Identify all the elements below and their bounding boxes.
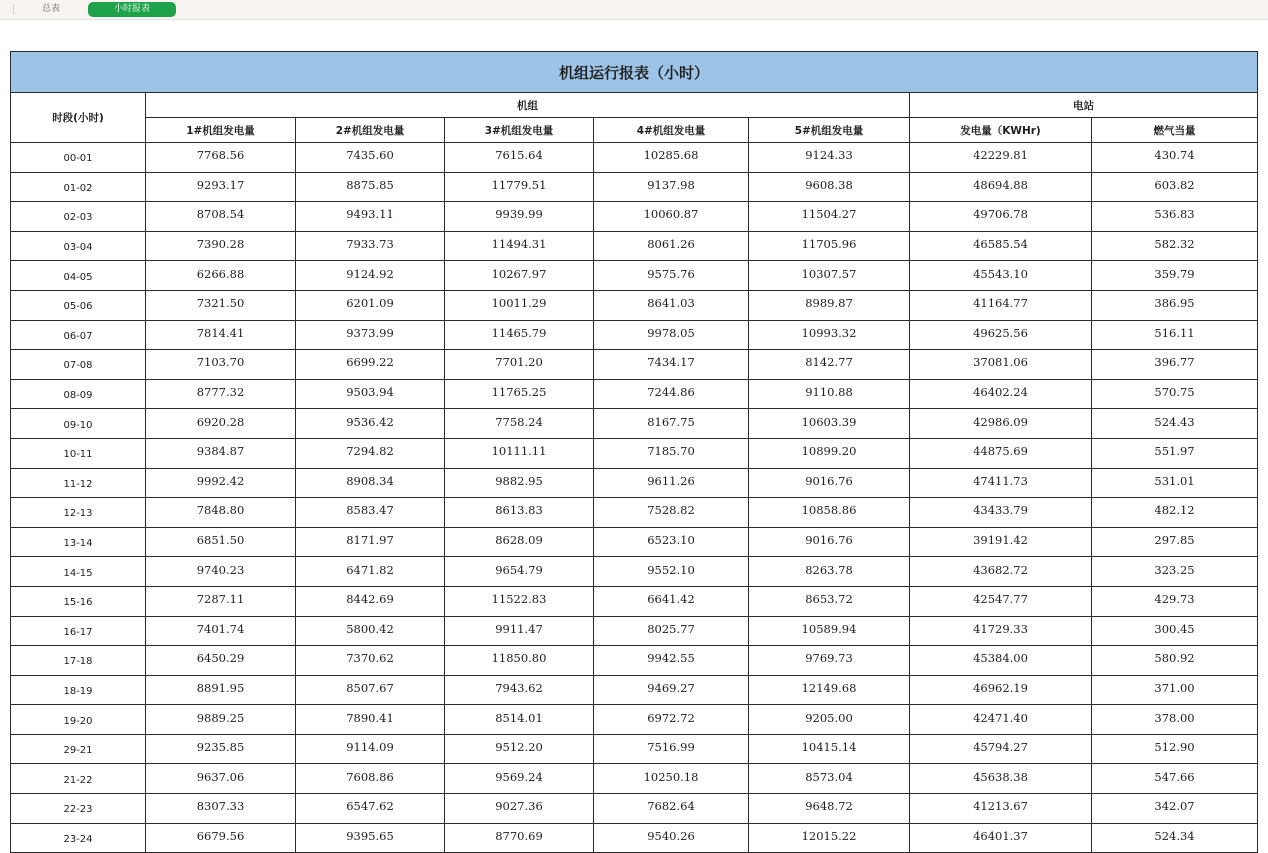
period-cell[interactable]: 15-16: [11, 586, 146, 616]
value-cell[interactable]: 7943.62: [445, 675, 594, 705]
column-header: 4#机组发电量: [594, 118, 749, 143]
value-cell[interactable]: 45543.10: [910, 261, 1092, 291]
value-cell[interactable]: 9575.76: [594, 261, 749, 291]
period-cell[interactable]: 02-03: [11, 202, 146, 232]
period-cell[interactable]: 00-01: [11, 143, 146, 173]
value-cell[interactable]: 8573.04: [749, 764, 910, 794]
value-cell[interactable]: 11850.80: [445, 646, 594, 676]
value-cell[interactable]: 5800.42: [296, 616, 445, 646]
table-row: [11, 616, 1258, 646]
value-cell[interactable]: 46402.24: [910, 379, 1092, 409]
report-body: [11, 143, 1258, 853]
value-cell[interactable]: 9637.06: [146, 764, 296, 794]
value-cell[interactable]: 512.90: [1092, 734, 1258, 764]
value-cell[interactable]: 603.82: [1092, 172, 1258, 202]
value-cell[interactable]: 9016.76: [749, 468, 910, 498]
period-cell[interactable]: 22-23: [11, 794, 146, 824]
value-cell[interactable]: 9027.36: [445, 794, 594, 824]
report-title: 机组运行报表（小时）: [11, 52, 1258, 93]
table-row: [11, 557, 1258, 587]
value-cell[interactable]: 41729.33: [910, 616, 1092, 646]
value-cell[interactable]: 9978.05: [594, 320, 749, 350]
value-cell[interactable]: 7768.56: [146, 143, 296, 173]
table-row: [11, 438, 1258, 468]
value-cell[interactable]: 8628.09: [445, 527, 594, 557]
value-cell[interactable]: 8171.97: [296, 527, 445, 557]
sheet-tab-bar: [0, 0, 1268, 20]
period-cell[interactable]: 07-08: [11, 350, 146, 380]
value-cell[interactable]: 7103.70: [146, 350, 296, 380]
value-cell[interactable]: 12149.68: [749, 675, 910, 705]
value-cell[interactable]: 7758.24: [445, 409, 594, 439]
table-row: [11, 705, 1258, 735]
value-cell[interactable]: 9512.20: [445, 734, 594, 764]
value-cell[interactable]: 6920.28: [146, 409, 296, 439]
value-cell[interactable]: 524.43: [1092, 409, 1258, 439]
value-cell[interactable]: 11765.25: [445, 379, 594, 409]
table-row: [11, 379, 1258, 409]
column-header: 1#机组发电量: [146, 118, 296, 143]
value-cell[interactable]: 9384.87: [146, 438, 296, 468]
value-cell[interactable]: 9124.33: [749, 143, 910, 173]
table-row: [11, 646, 1258, 676]
value-cell[interactable]: 37081.06: [910, 350, 1092, 380]
value-cell[interactable]: 524.34: [1092, 823, 1258, 853]
value-cell[interactable]: 8507.67: [296, 675, 445, 705]
table-row: [11, 261, 1258, 291]
value-cell[interactable]: 580.92: [1092, 646, 1258, 676]
value-cell[interactable]: 9769.73: [749, 646, 910, 676]
value-cell[interactable]: 7321.50: [146, 290, 296, 320]
period-cell[interactable]: 11-12: [11, 468, 146, 498]
value-cell[interactable]: 47411.73: [910, 468, 1092, 498]
value-cell[interactable]: 342.07: [1092, 794, 1258, 824]
value-cell[interactable]: 10111.11: [445, 438, 594, 468]
value-cell[interactable]: 9992.42: [146, 468, 296, 498]
value-cell[interactable]: 9942.55: [594, 646, 749, 676]
column-header: 5#机组发电量: [749, 118, 910, 143]
value-cell[interactable]: 10899.20: [749, 438, 910, 468]
value-cell[interactable]: 39191.42: [910, 527, 1092, 557]
value-cell[interactable]: 8653.72: [749, 586, 910, 616]
table-row: [11, 734, 1258, 764]
value-cell[interactable]: 7435.60: [296, 143, 445, 173]
table-row: [11, 764, 1258, 794]
table-row: [11, 350, 1258, 380]
value-cell[interactable]: 6679.56: [146, 823, 296, 853]
value-cell[interactable]: 7287.11: [146, 586, 296, 616]
value-cell[interactable]: 9293.17: [146, 172, 296, 202]
report-table: [10, 51, 1258, 853]
value-cell[interactable]: 482.12: [1092, 498, 1258, 528]
value-cell[interactable]: 8770.69: [445, 823, 594, 853]
value-cell[interactable]: 10011.29: [445, 290, 594, 320]
value-cell[interactable]: 371.00: [1092, 675, 1258, 705]
period-cell[interactable]: 05-06: [11, 290, 146, 320]
table-row: [11, 498, 1258, 528]
value-cell[interactable]: 8641.03: [594, 290, 749, 320]
value-cell[interactable]: 9540.26: [594, 823, 749, 853]
value-cell[interactable]: 8989.87: [749, 290, 910, 320]
value-cell[interactable]: 6972.72: [594, 705, 749, 735]
value-cell[interactable]: 10060.87: [594, 202, 749, 232]
value-cell[interactable]: 8442.69: [296, 586, 445, 616]
value-cell[interactable]: 551.97: [1092, 438, 1258, 468]
value-cell[interactable]: 6450.29: [146, 646, 296, 676]
value-cell[interactable]: 386.95: [1092, 290, 1258, 320]
value-cell[interactable]: 9235.85: [146, 734, 296, 764]
table-row: [11, 202, 1258, 232]
value-cell[interactable]: 10285.68: [594, 143, 749, 173]
value-cell[interactable]: 6266.88: [146, 261, 296, 291]
value-cell[interactable]: 8708.54: [146, 202, 296, 232]
value-cell[interactable]: 43682.72: [910, 557, 1092, 587]
value-cell[interactable]: 8167.75: [594, 409, 749, 439]
value-cell[interactable]: 7890.41: [296, 705, 445, 735]
value-cell[interactable]: 9552.10: [594, 557, 749, 587]
value-cell[interactable]: 7615.64: [445, 143, 594, 173]
value-cell[interactable]: 11465.79: [445, 320, 594, 350]
value-cell[interactable]: 6851.50: [146, 527, 296, 557]
value-cell[interactable]: 46962.19: [910, 675, 1092, 705]
value-cell[interactable]: 9373.99: [296, 320, 445, 350]
value-cell[interactable]: 6641.42: [594, 586, 749, 616]
value-cell[interactable]: 12015.22: [749, 823, 910, 853]
value-cell[interactable]: 11504.27: [749, 202, 910, 232]
value-cell[interactable]: 6699.22: [296, 350, 445, 380]
period-cell[interactable]: 21-22: [11, 764, 146, 794]
value-cell[interactable]: 8613.83: [445, 498, 594, 528]
value-cell[interactable]: 396.77: [1092, 350, 1258, 380]
value-cell[interactable]: 10603.39: [749, 409, 910, 439]
value-cell[interactable]: 8891.95: [146, 675, 296, 705]
value-cell[interactable]: 42986.09: [910, 409, 1092, 439]
value-cell[interactable]: 8583.47: [296, 498, 445, 528]
value-cell[interactable]: 7516.99: [594, 734, 749, 764]
value-cell[interactable]: 359.79: [1092, 261, 1258, 291]
value-cell[interactable]: 7401.74: [146, 616, 296, 646]
value-cell[interactable]: 297.85: [1092, 527, 1258, 557]
value-cell[interactable]: 9648.72: [749, 794, 910, 824]
value-cell[interactable]: 6523.10: [594, 527, 749, 557]
hourly-report: [10, 51, 1257, 853]
value-cell[interactable]: 43433.79: [910, 498, 1092, 528]
period-cell[interactable]: 03-04: [11, 231, 146, 261]
tab-total-sheet[interactable]: 总表: [41, 4, 60, 14]
table-row: [11, 675, 1258, 705]
table-row: [11, 409, 1258, 439]
period-cell[interactable]: 04-05: [11, 261, 146, 291]
value-cell[interactable]: 8061.26: [594, 231, 749, 261]
value-cell[interactable]: 46585.54: [910, 231, 1092, 261]
value-cell[interactable]: 8908.34: [296, 468, 445, 498]
value-cell[interactable]: 9569.24: [445, 764, 594, 794]
value-cell[interactable]: 9205.00: [749, 705, 910, 735]
period-cell[interactable]: 09-10: [11, 409, 146, 439]
value-cell[interactable]: 9882.95: [445, 468, 594, 498]
period-cell[interactable]: 17-18: [11, 646, 146, 676]
period-cell[interactable]: 06-07: [11, 320, 146, 350]
table-row: [11, 143, 1258, 173]
value-cell[interactable]: 46401.37: [910, 823, 1092, 853]
value-cell[interactable]: 9740.23: [146, 557, 296, 587]
table-row: [11, 468, 1258, 498]
value-cell[interactable]: 7701.20: [445, 350, 594, 380]
value-cell[interactable]: 582.32: [1092, 231, 1258, 261]
value-cell[interactable]: 531.01: [1092, 468, 1258, 498]
value-cell[interactable]: 9137.98: [594, 172, 749, 202]
column-header: 发电量（KWHr): [910, 118, 1092, 143]
value-cell[interactable]: 429.73: [1092, 586, 1258, 616]
table-row: [11, 823, 1258, 853]
value-cell[interactable]: 42229.81: [910, 143, 1092, 173]
value-cell[interactable]: 7933.73: [296, 231, 445, 261]
tab-separator: [13, 4, 14, 15]
table-row: [11, 231, 1258, 261]
value-cell[interactable]: 9911.47: [445, 616, 594, 646]
value-cell[interactable]: 10589.94: [749, 616, 910, 646]
value-cell[interactable]: 9654.79: [445, 557, 594, 587]
value-cell[interactable]: 7370.62: [296, 646, 445, 676]
period-cell[interactable]: 19-20: [11, 705, 146, 735]
value-cell[interactable]: 9469.27: [594, 675, 749, 705]
value-cell[interactable]: 7185.70: [594, 438, 749, 468]
period-cell[interactable]: 10-11: [11, 438, 146, 468]
table-row: [11, 290, 1258, 320]
station-group-header: 电站: [910, 93, 1258, 118]
period-cell[interactable]: 16-17: [11, 616, 146, 646]
tab-hourly-report[interactable]: 小时报表: [88, 2, 176, 17]
value-cell[interactable]: 516.11: [1092, 320, 1258, 350]
value-cell[interactable]: 9016.76: [749, 527, 910, 557]
value-cell[interactable]: 9939.99: [445, 202, 594, 232]
table-row: [11, 527, 1258, 557]
units-group-header: 机组: [146, 93, 910, 118]
period-cell[interactable]: 08-09: [11, 379, 146, 409]
value-cell[interactable]: 7244.86: [594, 379, 749, 409]
value-cell[interactable]: 48694.88: [910, 172, 1092, 202]
column-header: 2#机组发电量: [296, 118, 445, 143]
value-cell[interactable]: 9611.26: [594, 468, 749, 498]
value-cell[interactable]: 8514.01: [445, 705, 594, 735]
period-header: 时段(小时): [11, 93, 146, 143]
value-cell[interactable]: 8142.77: [749, 350, 910, 380]
value-cell[interactable]: 6547.62: [296, 794, 445, 824]
value-cell[interactable]: 323.25: [1092, 557, 1258, 587]
period-cell[interactable]: 01-02: [11, 172, 146, 202]
value-cell[interactable]: 9114.09: [296, 734, 445, 764]
value-cell[interactable]: 547.66: [1092, 764, 1258, 794]
value-cell[interactable]: 7608.86: [296, 764, 445, 794]
value-cell[interactable]: 8307.33: [146, 794, 296, 824]
value-cell[interactable]: 49625.56: [910, 320, 1092, 350]
value-cell[interactable]: 11522.83: [445, 586, 594, 616]
value-cell[interactable]: 10307.57: [749, 261, 910, 291]
value-cell[interactable]: 6471.82: [296, 557, 445, 587]
period-cell[interactable]: 13-14: [11, 527, 146, 557]
value-cell[interactable]: 9124.92: [296, 261, 445, 291]
period-cell[interactable]: 29-21: [11, 734, 146, 764]
value-cell[interactable]: 9536.42: [296, 409, 445, 439]
value-cell[interactable]: 9110.88: [749, 379, 910, 409]
value-cell[interactable]: 9503.94: [296, 379, 445, 409]
column-header: 3#机组发电量: [445, 118, 594, 143]
value-cell[interactable]: 45638.38: [910, 764, 1092, 794]
value-cell[interactable]: 7294.82: [296, 438, 445, 468]
value-cell[interactable]: 300.45: [1092, 616, 1258, 646]
value-cell[interactable]: 11494.31: [445, 231, 594, 261]
value-cell[interactable]: 570.75: [1092, 379, 1258, 409]
value-cell[interactable]: 8875.85: [296, 172, 445, 202]
value-cell[interactable]: 536.83: [1092, 202, 1258, 232]
value-cell[interactable]: 430.74: [1092, 143, 1258, 173]
value-cell[interactable]: 8025.77: [594, 616, 749, 646]
value-cell[interactable]: 8777.32: [146, 379, 296, 409]
value-cell[interactable]: 42471.40: [910, 705, 1092, 735]
value-cell[interactable]: 10993.32: [749, 320, 910, 350]
period-cell[interactable]: 23-24: [11, 823, 146, 853]
value-cell[interactable]: 378.00: [1092, 705, 1258, 735]
value-cell[interactable]: 7390.28: [146, 231, 296, 261]
table-row: [11, 320, 1258, 350]
period-cell[interactable]: 18-19: [11, 675, 146, 705]
value-cell[interactable]: 7814.41: [146, 320, 296, 350]
value-cell[interactable]: 42547.77: [910, 586, 1092, 616]
table-row: [11, 794, 1258, 824]
period-cell[interactable]: 12-13: [11, 498, 146, 528]
value-cell[interactable]: 10415.14: [749, 734, 910, 764]
column-header: 燃气当量: [1092, 118, 1258, 143]
value-cell[interactable]: 11779.51: [445, 172, 594, 202]
value-cell[interactable]: 45794.27: [910, 734, 1092, 764]
value-cell[interactable]: 7434.17: [594, 350, 749, 380]
value-cell[interactable]: 7682.64: [594, 794, 749, 824]
value-cell[interactable]: 7848.80: [146, 498, 296, 528]
value-cell[interactable]: 10858.86: [749, 498, 910, 528]
value-cell[interactable]: 41164.77: [910, 290, 1092, 320]
table-row: [11, 172, 1258, 202]
value-cell[interactable]: 44875.69: [910, 438, 1092, 468]
value-cell[interactable]: 9395.65: [296, 823, 445, 853]
value-cell[interactable]: 9608.38: [749, 172, 910, 202]
value-cell[interactable]: 9889.25: [146, 705, 296, 735]
value-cell[interactable]: 9493.11: [296, 202, 445, 232]
value-cell[interactable]: 6201.09: [296, 290, 445, 320]
value-cell[interactable]: 49706.78: [910, 202, 1092, 232]
value-cell[interactable]: 8263.78: [749, 557, 910, 587]
value-cell[interactable]: 11705.96: [749, 231, 910, 261]
value-cell[interactable]: 10267.97: [445, 261, 594, 291]
value-cell[interactable]: 41213.67: [910, 794, 1092, 824]
table-row: [11, 586, 1258, 616]
value-cell[interactable]: 7528.82: [594, 498, 749, 528]
value-cell[interactable]: 45384.00: [910, 646, 1092, 676]
period-cell[interactable]: 14-15: [11, 557, 146, 587]
value-cell[interactable]: 10250.18: [594, 764, 749, 794]
